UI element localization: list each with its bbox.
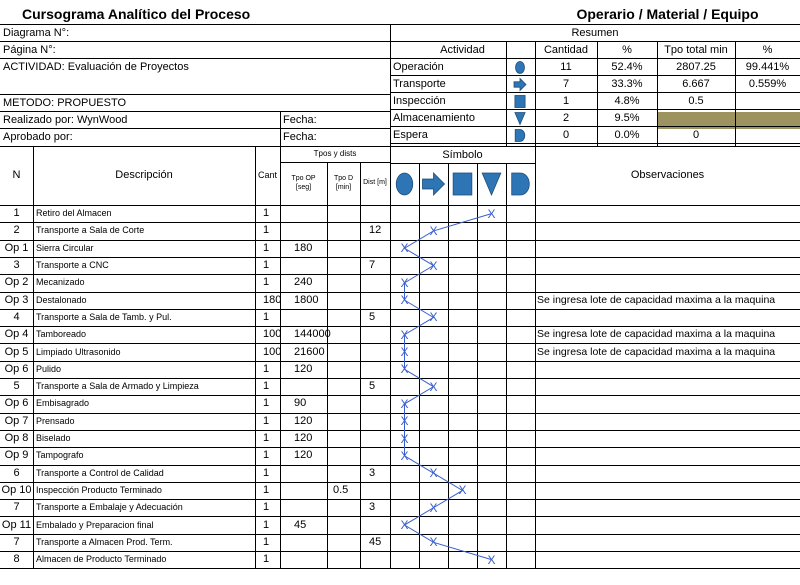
row-quantity: 1 [263,553,270,566]
date-label-2: Fecha: [283,131,317,143]
row-quantity: 1 [263,397,270,410]
row-quantity: 1 [263,518,270,531]
col-header-op-time: Tpo OP [seg] [291,175,316,191]
row-distance [360,447,390,464]
row-description: Transporte a Sala de Tamb. y Pul. [36,311,172,322]
row-number: 7 [13,501,20,514]
row-d-time [327,343,360,360]
row-number: 7 [13,535,20,548]
row-observation [535,309,800,326]
row-number: 3 [13,259,20,272]
row-d-time [327,240,360,257]
summary-empty-filled-cell [657,112,800,129]
row-number: Op 6 [4,362,29,375]
row-op-time: 180 [294,241,313,254]
row-distance: 3 [369,501,376,514]
approved-by-label: Aprobado por: [3,131,73,143]
circle-icon [396,173,413,195]
row-symbol-mark: X [400,431,409,446]
row-description: Transporte a Almacen Prod. Term. [36,536,173,547]
row-observation: Se ingresa lote de capacidad maxima a la maquina [537,328,776,341]
summary-activity-name: Inspección [393,95,446,107]
row-description: Transporte a Sala de Armado y Limpieza [36,381,199,392]
row-symbol-mark: X [400,293,409,308]
row-symbol-mark: X [400,396,409,411]
square-icon [453,173,472,195]
activity-label: ACTIVIDAD: Evaluación de Proyectos [3,61,189,73]
row-symbol-mark: X [400,327,409,342]
summary-count: 2 [562,112,570,124]
row-description: Embisagrado [36,398,90,409]
row-description: Retiro del Almacen [36,208,112,219]
made-by-label: Realizado por: WynWood [3,114,128,126]
flow-connector-line [405,214,492,560]
row-op-time [280,222,327,239]
summary-total-time: 6.667 [682,78,710,90]
triangle-down-icon [482,173,501,195]
row-observation: Se ingresa lote de capacidad maxima a la maquina [537,345,776,358]
row-symbol-mark: X [400,345,409,360]
row-op-time: 1800 [294,293,319,306]
col-header-times-distances: Tpos y dists [313,149,357,158]
row-number: Op 8 [4,432,29,445]
row-observation [535,240,800,257]
row-observation [535,361,800,378]
row-op-time [280,378,327,395]
row-op-time: 45 [294,518,307,531]
row-d-time [327,292,360,309]
row-distance [360,240,390,257]
row-d-time [327,326,360,343]
row-description: Transporte a Embalaje y Adecuación [36,502,183,513]
summary-activity-name: Espera [393,129,428,141]
summary-percent: 9.5% [614,112,640,124]
date-label-1: Fecha: [283,114,317,126]
col-header-symbol: Símbolo [442,148,483,161]
row-quantity: 1 [263,207,270,220]
col-header-description: Descripción [115,169,173,181]
summary-header-activity: Actividad [440,44,485,56]
row-description: Almacen de Producto Terminado [36,554,167,565]
summary-count: 7 [562,78,570,90]
row-op-time [280,499,327,516]
summary-percent: 33.3% [611,78,643,90]
row-symbol-mark: X [400,362,409,377]
row-distance [360,205,390,222]
row-number: Op 3 [4,293,29,306]
row-number: Op 5 [4,345,29,358]
row-op-time [280,205,327,222]
row-symbol-mark: X [400,448,409,463]
row-symbol-mark: X [400,518,409,533]
row-number: 2 [13,224,20,237]
arrow-right-icon [514,79,526,91]
summary-count: 0 [562,129,570,141]
triangle-down-icon [515,113,525,125]
col-header-distance: Dist [m] [363,179,387,187]
summary-count: 1 [562,95,570,107]
row-quantity: 1 [263,259,270,272]
row-number: Op 9 [4,449,29,462]
row-symbol-mark: X [487,206,496,221]
summary-time-percent [735,127,800,144]
summary-total-time: 0 [692,129,700,141]
row-d-time: 0.5 [333,483,349,496]
row-observation [535,205,800,222]
row-op-time [280,309,327,326]
col-header-observations: Observaciones [630,169,705,181]
row-symbol-mark: X [458,483,467,498]
row-observation [535,257,800,274]
row-distance [360,516,390,533]
row-distance [360,482,390,499]
row-observation [535,499,800,516]
row-observation [535,395,800,412]
row-number: 1 [13,207,20,220]
row-observation [535,534,800,551]
summary-activity-name: Transporte [393,78,446,90]
row-d-time [327,499,360,516]
row-op-time: 240 [294,276,313,289]
row-d-time [327,465,360,482]
row-number: Op 1 [4,241,29,254]
row-d-time [327,516,360,533]
row-d-time [327,257,360,274]
row-symbol-mark: X [429,466,438,481]
row-distance [360,413,390,430]
row-quantity: 100 [263,328,282,341]
row-quantity: 1 [263,432,270,445]
row-symbol-mark: X [400,241,409,256]
row-d-time [327,222,360,239]
summary-header-count: Cantidad [543,44,589,56]
row-op-time: 120 [294,362,313,375]
row-number: Op 2 [4,276,29,289]
row-observation [535,551,800,568]
row-distance [360,395,390,412]
summary-percent: 52.4% [611,61,643,73]
row-distance: 7 [369,259,376,272]
chart-title: Cursograma Analítico del Proceso [22,6,251,22]
chart-subject: Operario / Material / Equipo [576,6,759,22]
row-symbol-mark: X [429,223,438,238]
row-symbol-mark: X [429,500,438,515]
row-distance [360,326,390,343]
row-d-time [327,430,360,447]
row-observation [535,274,800,291]
row-d-time [327,551,360,568]
row-symbol-mark: X [429,379,438,394]
row-distance: 12 [369,224,382,237]
row-observation [535,516,800,533]
row-op-time: 120 [294,449,313,462]
summary-title: Resumen [571,27,619,39]
summary-count: 11 [560,61,572,73]
row-quantity: 1 [263,241,270,254]
row-observation [535,447,800,464]
row-quantity: 1 [263,449,270,462]
row-distance [360,343,390,360]
row-description: Biselado [36,433,71,444]
row-description: Pulido [36,363,62,374]
row-distance: 3 [369,466,376,479]
row-symbol-mark: X [429,535,438,550]
row-symbol-mark: X [400,414,409,429]
row-number: 5 [13,380,20,393]
row-observation [535,482,800,499]
summary-percent: 4.8% [614,95,640,107]
summary-header-time-percent: % [762,44,773,56]
col-header-n: N [12,169,21,181]
row-d-time [327,309,360,326]
row-op-time [280,465,327,482]
circle-icon [516,62,525,74]
summary-time-percent [735,93,800,110]
row-d-time [327,447,360,464]
row-number: 8 [13,553,20,566]
row-op-time: 120 [294,432,313,445]
row-symbol-mark: X [429,310,438,325]
row-symbol-mark: X [400,275,409,290]
row-distance: 5 [369,380,376,393]
row-quantity: 1 [263,224,270,237]
row-distance: 45 [369,535,382,548]
row-quantity: 180 [263,293,282,306]
col-header-quantity: Cant [257,170,277,180]
row-op-time: 90 [294,397,307,410]
row-quantity: 1 [263,414,270,427]
summary-header-percent: % [622,44,632,56]
row-number: 4 [13,310,20,323]
row-distance [360,430,390,447]
row-description: Limpiado Ultrasonido [36,346,121,357]
row-observation [535,378,800,395]
row-symbol-mark: X [487,552,496,567]
diagram-number-label: Diagrama N°: [3,27,70,39]
summary-activity-name: Operación [393,61,444,73]
arrow-right-icon [423,173,445,195]
row-d-time [327,534,360,551]
square-icon [515,96,525,108]
row-quantity: 1 [263,535,270,548]
row-quantity: 1 [263,310,270,323]
row-observation [535,430,800,447]
row-observation [535,413,800,430]
row-op-time [280,551,327,568]
row-quantity: 1 [263,276,270,289]
row-distance [360,292,390,309]
summary-time-percent: 99.441% [745,61,790,73]
row-quantity: 1 [263,380,270,393]
row-op-time [280,534,327,551]
summary-time-percent: 0.559% [748,78,787,90]
row-number: Op 11 [1,518,32,531]
page-number-label: Página N°: [3,44,56,56]
row-description: Transporte a CNC [36,260,109,271]
row-description: Tamboreado [36,329,87,340]
row-symbol-mark: X [429,258,438,273]
row-quantity: 100 [263,345,282,358]
row-distance [360,361,390,378]
row-op-time [280,257,327,274]
summary-total-time: 0.5 [688,95,704,107]
row-d-time [327,413,360,430]
row-op-time: 120 [294,414,313,427]
row-number: Op 4 [4,328,29,341]
summary-header-total-time: Tpo total min [664,44,728,56]
d-shape-icon [515,130,525,142]
row-description: Sierra Circular [36,242,94,253]
row-op-time: 144000 [294,328,331,341]
row-distance: 5 [369,310,376,323]
row-quantity: 1 [263,362,270,375]
col-header-d-time: Tpo D [min] [333,175,354,191]
row-quantity: 1 [263,466,270,479]
row-distance [360,551,390,568]
row-description: Transporte a Control de Calidad [36,467,164,478]
row-number: Op 10 [1,483,32,496]
d-shape-icon [512,173,530,195]
row-description: Prensado [36,415,75,426]
row-observation [535,222,800,239]
row-d-time [327,205,360,222]
row-quantity: 1 [263,501,270,514]
row-description: Transporte a Sala de Corte [36,225,145,236]
row-d-time [327,361,360,378]
row-op-time: 21600 [294,345,325,358]
row-description: Tampografo [36,450,84,461]
row-number: 6 [13,466,20,479]
row-observation: Se ingresa lote de capacidad maxima a la maquina [537,293,776,306]
row-description: Mecanizado [36,277,85,288]
summary-activity-name: Almacenamiento [393,112,475,124]
row-d-time [327,378,360,395]
row-number: Op 6 [4,397,29,410]
row-d-time [327,274,360,291]
row-description: Embalado y Preparacion final [36,519,154,530]
row-description: Destalonado [36,294,87,305]
method-label: METODO: PROPUESTO [3,97,127,109]
row-op-time [280,482,327,499]
row-d-time [327,395,360,412]
row-distance [360,274,390,291]
summary-percent: 0.0% [614,129,640,141]
row-description: Inspección Producto Terminado [36,484,162,495]
row-observation [535,465,800,482]
row-quantity: 1 [263,483,270,496]
row-number: Op 7 [4,414,29,427]
summary-total-time: 2807.25 [676,61,716,73]
